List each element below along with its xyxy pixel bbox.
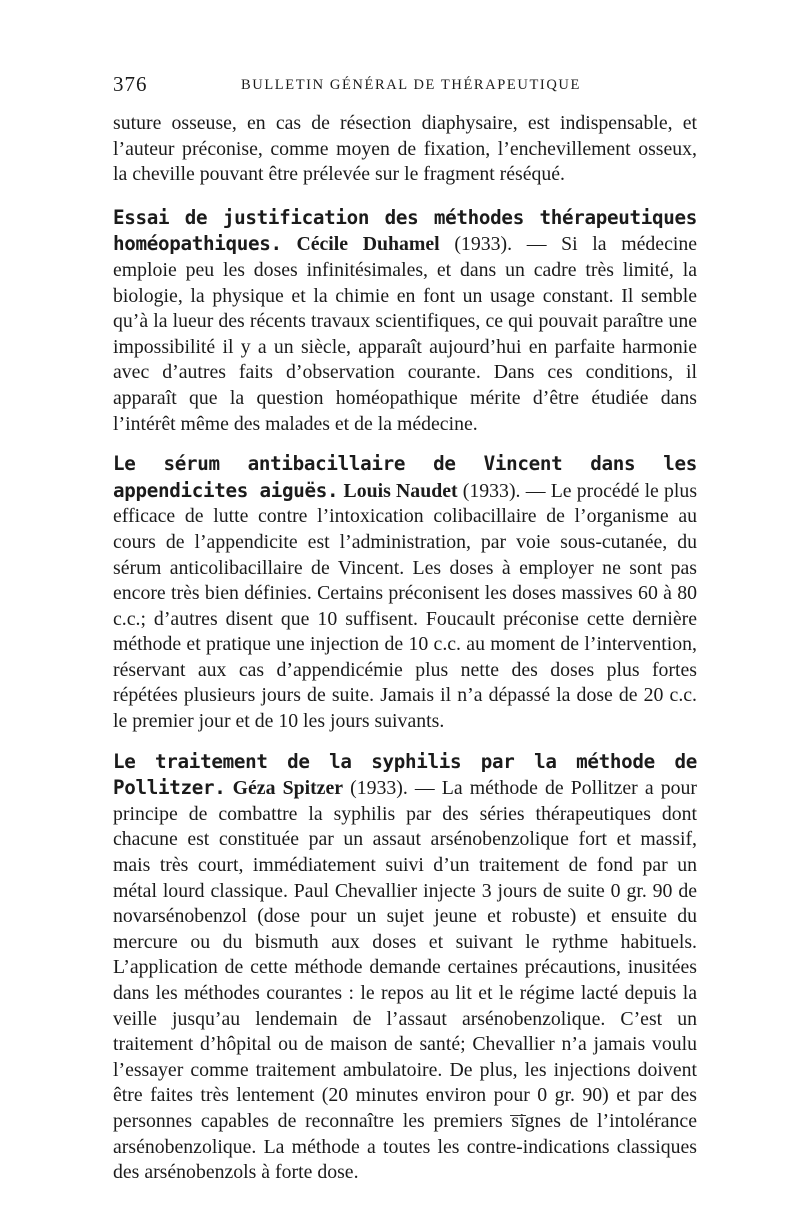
abstract-title: Essai de justification des méthodes thérapeutiques homéopathiques.	[113, 205, 697, 256]
abstract-text: — Le procédé le plus efficace de lutte contre l’intoxication colibacillaire de l’organisme au cours de l’appendicite est l’administration, par voie sous-cutanée, du sérum anticolibacillaire de Vincent. Les doses à employer ne sont pas encore très bien définies. Certains préconisent les doses massives 60 à 80 c.c.; d’autres disent que 10 suffisent. Foucault préconise cette dernière méthode et pratique une injection de 10 c.c. au moment de l’intervention, réservant aux cas d’appendicémie plus nette des doses plus fortes répétées plusieurs jours de suite. Jamais il n’a dépassé la dose de 20 c.c. le premier jour et de 10 les jours suivants.	[113, 479, 698, 733]
page-header	[113, 72, 695, 98]
continued-paragraph: suture osseuse, en cas de résection diaphysaire, est indispensable, et l’auteur préconise, comme moyen de fixation, l’enchevillement osseux, la cheville pouvant être prélevée sur le fragment réséqué.	[113, 112, 697, 186]
page-number: 376	[113, 72, 148, 96]
abstract-author: Cécile Duhamel	[296, 233, 440, 256]
abstract-author: Louis Naudet	[343, 479, 458, 502]
abstract-serum-vincent	[113, 451, 697, 735]
abstract-author: Géza Spitzer	[232, 777, 344, 800]
abstract-text: — Si la médecine emploie peu les doses infinitésimales, et dans un cadre très limité, la biologie, la physique et la chimie en font un usage constant. Il semble qu’à la lueur des récents travaux scientifiques, ce qui pouvait paraître une impossibilité il y a un siècle, apparaît aujourd’hui en parfaite harmonie avec d’autres faits d’observation courante. Dans ces conditions, il apparaît que la question homéopathique mérite d’être étudiée dans l’intérêt même des malades et de la médecine.	[113, 233, 698, 435]
abstract-year: (1933).	[462, 479, 521, 502]
abstract-year: (1933).	[350, 777, 408, 800]
abstract-year: (1933).	[454, 233, 513, 256]
end-mark-divider	[510, 1115, 526, 1116]
page-body	[113, 111, 697, 1200]
abstract-title: Le sérum antibacillaire de Vincent dans les appendicites aiguës.	[113, 452, 697, 502]
abstract-text: — La méthode de Pollitzer a pour principe de combattre la syphilis par des séries thérapeutiques dont chacune est constituée par un assaut arsénobenzolique fort et massif, mais très court, immédiatement suivi d’un traitement de fond par un métal lourd classique. Paul Chevallier injecte 3 jours de suite 0 gr. 90 de novarsénobenzol (dose pour un sujet jeune et robuste) et ensuite du mercure ou du bismuth aux doses et suivant le rythme habituels. L’application de cette méthode demande certaines précautions, inusitées dans les méthodes courantes : le repos au lit et le régime lacté depuis la veille jusqu’au lendemain de l’assaut arsénobenzolique. C’est un traitement d’hôpital ou de maison de santé; Chevallier n’a jamais voulu l’essayer comme traitement ambulatoire. De plus, les injections doivent être faites très lentement (20 minutes environ pour 0 gr. 90) et par des personnes capables de reconnaître les premiers signes de l’intolérance arsénobenzolique. La méthode a toutes les contre-indications classiques des arsénobenzols à forte dose.	[113, 777, 698, 1184]
abstract-title: Le traitement de la syphilis par la méthode de Pollitzer.	[113, 749, 697, 800]
abstract-homeopathie	[113, 205, 697, 437]
running-head: BULLETIN GÉNÉRAL DE THÉRAPEUTIQUE	[241, 77, 581, 93]
abstract-pollitzer	[113, 749, 697, 1186]
